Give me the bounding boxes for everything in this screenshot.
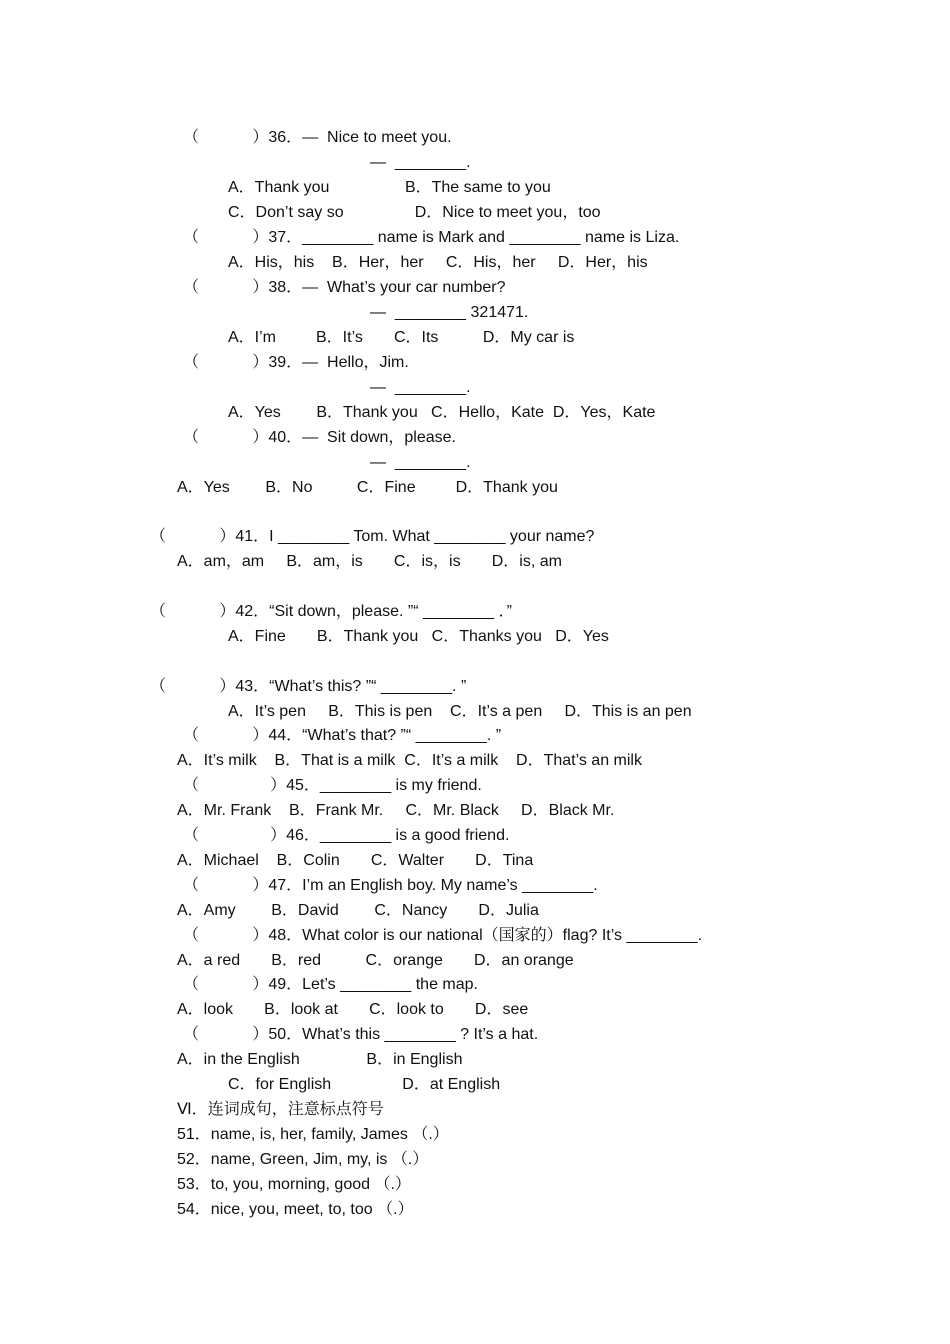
q38-options: A．I’m B．It’s C．Its D．My car is bbox=[228, 329, 575, 346]
q41-stem: （ ）41．I ________ Tom. What ________ your name? bbox=[150, 528, 595, 545]
q47-options: A．Amy B．David C．Nancy D．Julia bbox=[177, 902, 539, 919]
q46-options: A．Michael B．Colin C．Walter D．Tina bbox=[177, 852, 534, 869]
q40-stem: （ ）40．— Sit down，please. bbox=[183, 429, 456, 446]
q47-stem: （ ）47．I’m an English boy. My name’s ________. bbox=[183, 877, 598, 894]
q48-options: A．a red B．red C．orange D．an orange bbox=[177, 952, 574, 969]
q42-stem: （ ）42．“Sit down，please. ”“ ________ ．” bbox=[150, 603, 512, 620]
q45-options: A．Mr. Frank B．Frank Mr. C．Mr. Black D．Black Mr. bbox=[177, 802, 615, 819]
q37-options: A．His，his B．Her，her C．His，her D．Her，his bbox=[228, 254, 648, 271]
q53-item: 53．to, you, morning, good （.） bbox=[177, 1176, 411, 1193]
q50-stem: （ ）50．What’s this ________ ? It’s a hat. bbox=[183, 1026, 539, 1043]
q54-item: 54．nice, you, meet, to, too （.） bbox=[177, 1201, 414, 1218]
q48-stem: （ ）48．What color is our national（国家的）flag? It’s ________. bbox=[183, 927, 703, 944]
q39-options: A．Yes B．Thank you C．Hello，Kate D．Yes，Kate bbox=[228, 404, 656, 421]
q45-stem: （ ）45．________ is my friend. bbox=[183, 777, 482, 794]
q42-options: A．Fine B．Thank you C．Thanks you D．Yes bbox=[228, 628, 609, 645]
q40-options: A．Yes B．No C．Fine D．Thank you bbox=[177, 479, 558, 496]
q52-item: 52．name, Green, Jim, my, is （.） bbox=[177, 1151, 429, 1168]
q50-options-ab: A．in the English B．in English bbox=[177, 1051, 463, 1068]
q43-stem: （ ）43．“What’s this? ”“ ________. ” bbox=[150, 678, 467, 695]
q44-stem: （ ）44．“What’s that? ”“ ________. ” bbox=[183, 727, 502, 744]
q36-reply: — ________. bbox=[370, 154, 471, 171]
q36-options-ab: A．Thank you B．The same to you bbox=[228, 179, 551, 196]
q38-reply: — ________ 321471. bbox=[370, 304, 529, 321]
q44-options: A．It’s milk B．That is a milk C．It’s a milk D．That’s an milk bbox=[177, 752, 642, 769]
q37-stem: （ ）37．________ name is Mark and ________ name is Liza. bbox=[183, 229, 680, 246]
q50-options-cd: C．for English D．at English bbox=[228, 1076, 501, 1093]
q39-reply: — ________. bbox=[370, 379, 471, 396]
q51-item: 51．name, is, her, family, James （.） bbox=[177, 1126, 449, 1143]
q43-options: A．It’s pen B．This is pen C．It’s a pen D．This is an pen bbox=[228, 703, 692, 720]
q36-options-cd: C．Don’t say so D．Nice to meet you，too bbox=[228, 204, 601, 221]
q36-stem: （ ）36．— Nice to meet you. bbox=[183, 129, 452, 146]
section-6-heading: Ⅵ．连词成句，注意标点符号 bbox=[177, 1101, 384, 1118]
q40-reply: — ________. bbox=[370, 454, 471, 471]
q49-options: A．look B．look at C．look to D．see bbox=[177, 1001, 529, 1018]
q49-stem: （ ）49．Let’s ________ the map. bbox=[183, 976, 478, 993]
q41-options: A．am，am B．am，is C．is，is D．is, am bbox=[177, 553, 562, 570]
q46-stem: （ ）46．________ is a good friend. bbox=[183, 827, 510, 844]
q39-stem: （ ）39．— Hello，Jim. bbox=[183, 354, 409, 371]
q38-stem: （ ）38．— What’s your car number? bbox=[183, 279, 506, 296]
